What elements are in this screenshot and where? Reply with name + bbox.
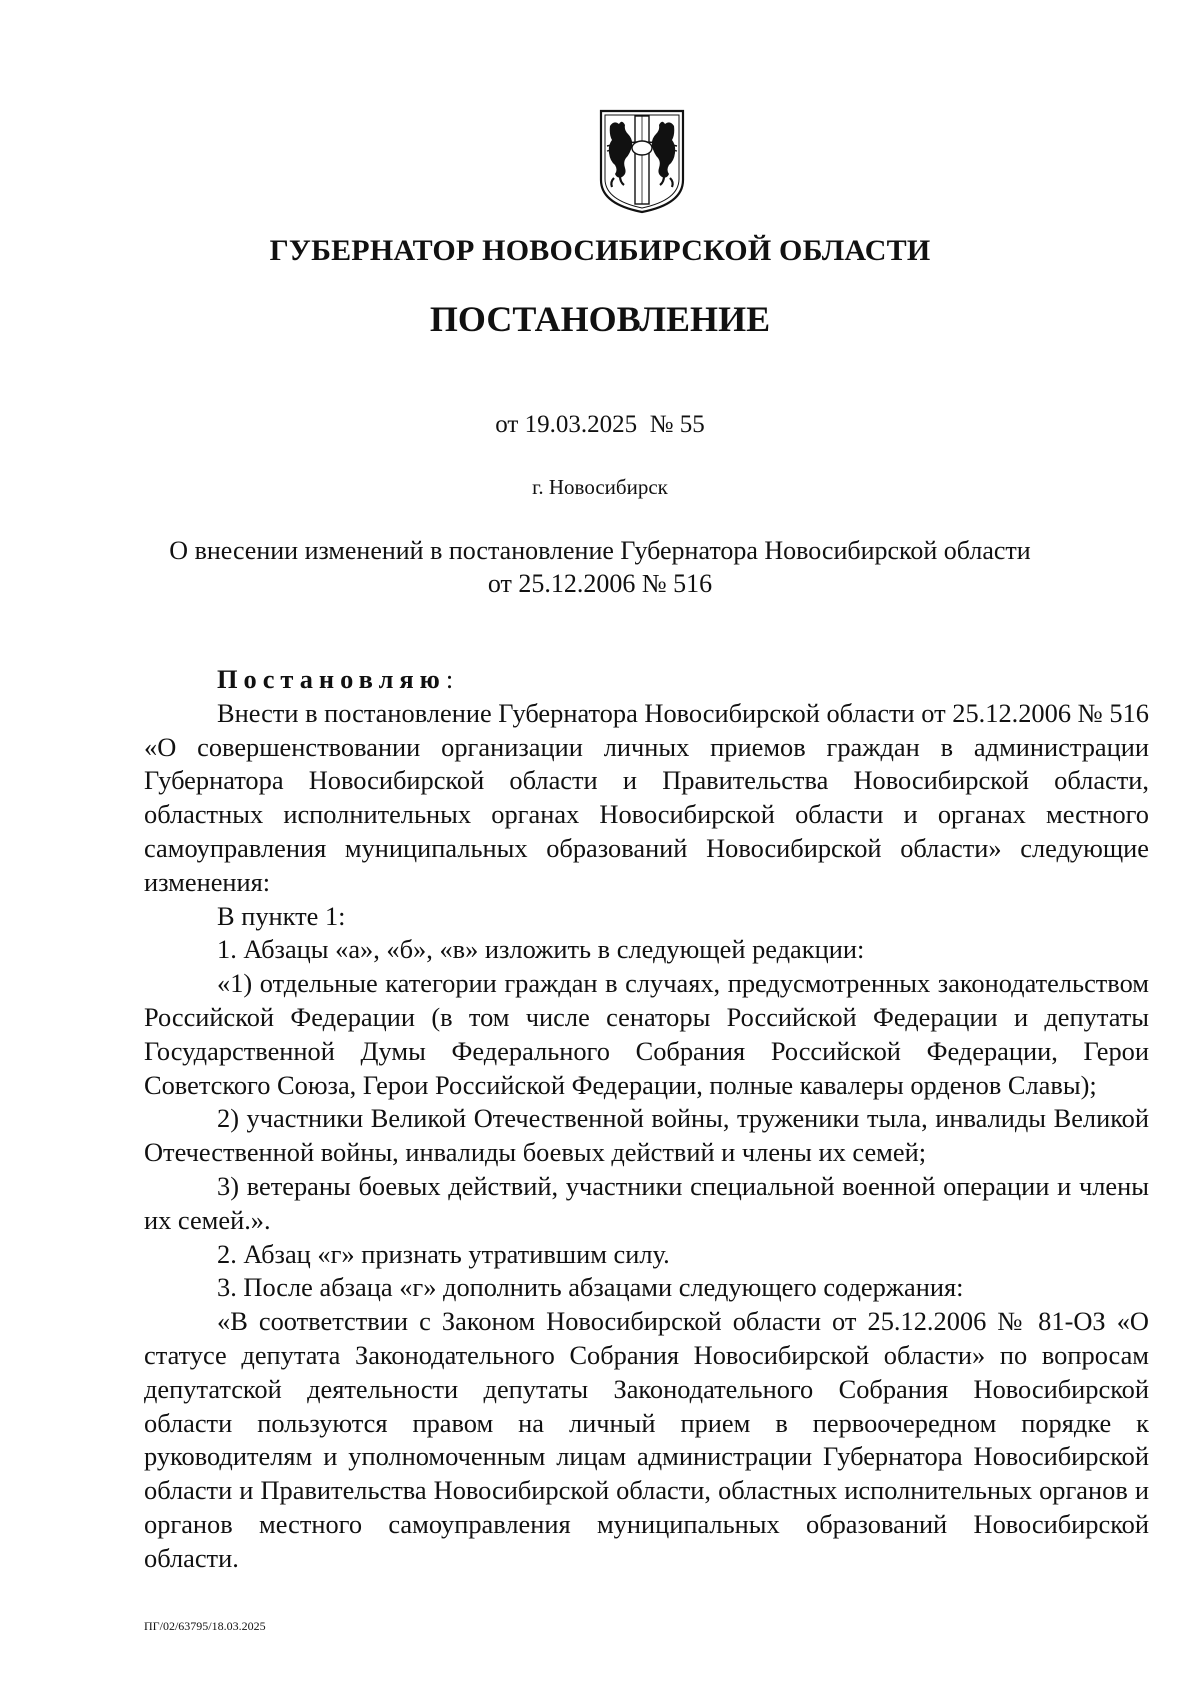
body-paragraph: «В соответствии с Законом Новосибирской области от 25.12.2006 № 81-ОЗ «О статусе депутата Законодательного Собрания Новосибирской области» по вопросам депутатской деятельности депутаты Законодательного Собрания Новосибирской области пользуются правом на личный прием в первоочередном порядке к руководителям и уполномоченным лицам администрации Губернатора Новосибирской области и Правительства Новосибирской области, областных исполнительных органов и органов местного самоуправления муниципальных образований Новосибирской области.: [144, 1306, 1149, 1573]
document-registration-code: ПГ/02/63795/18.03.2025: [144, 1619, 266, 1633]
body-paragraph: 2. Абзац «г» признать утратившим силу.: [217, 1238, 670, 1269]
body-paragraph: 1. Абзацы «а», «б», «в» изложить в следующей редакции:: [217, 934, 865, 965]
decree-colon: :: [445, 664, 454, 694]
body-paragraph: 2) участники Великой Отечественной войны, труженики тыла, инвалиды Великой Отечественной войны, инвалиды боевых действий и члены их семей;: [144, 1103, 1149, 1168]
body-paragraph: 3) ветераны боевых действий, участники специальной военной операции и члены их семей.».: [144, 1170, 1149, 1235]
body-paragraph: В пункте 1:: [217, 900, 346, 931]
body-paragraph: 3. После абзаца «г» дополнить абзацами следующего содержания:: [217, 1272, 964, 1303]
coat-of-arms-icon: [598, 108, 686, 214]
subject-line-2: от 25.12.2006 № 516: [487, 569, 713, 598]
document-body: [144, 663, 1149, 1576]
body-paragraph: Внести в постановление Губернатора Новосибирской области от 25.12.2006 № 516 «О совершенствовании организации личных приемов граждан в администрации Губернатора Новосибирской области и Правительства Новосибирской области, областных исполнительных органах Новосибирской области и органах местного самоуправления муниципальных образований Новосибирской области» следующие изменения:: [144, 697, 1149, 897]
document-date-number: от 19.03.2025 № 55: [495, 411, 705, 438]
document-subject: [120, 534, 1080, 600]
subject-line-1: О внесении изменений в постановление Губернатора Новосибирской области: [169, 536, 1031, 565]
issuing-authority: ГУБЕРНАТОР НОВОСИБИРСКОЙ ОБЛАСТИ: [269, 234, 931, 267]
decree-heading: [144, 663, 1149, 697]
decree-word: Постановляю: [217, 664, 446, 694]
body-paragraph: «1) отдельные категории граждан в случаях, предусмотренных законодательством Российской Федерации (в том числе сенаторы Российской Федерации и депутаты Государственной Думы Федерального Собрания Российской Федерации, Герои Советского Союза, Герои Российской Федерации, полные кавалеры орденов Славы);: [144, 968, 1149, 1100]
document-city: г. Новосибирск: [532, 475, 668, 499]
document-type-title: ПОСТАНОВЛЕНИЕ: [429, 299, 771, 339]
